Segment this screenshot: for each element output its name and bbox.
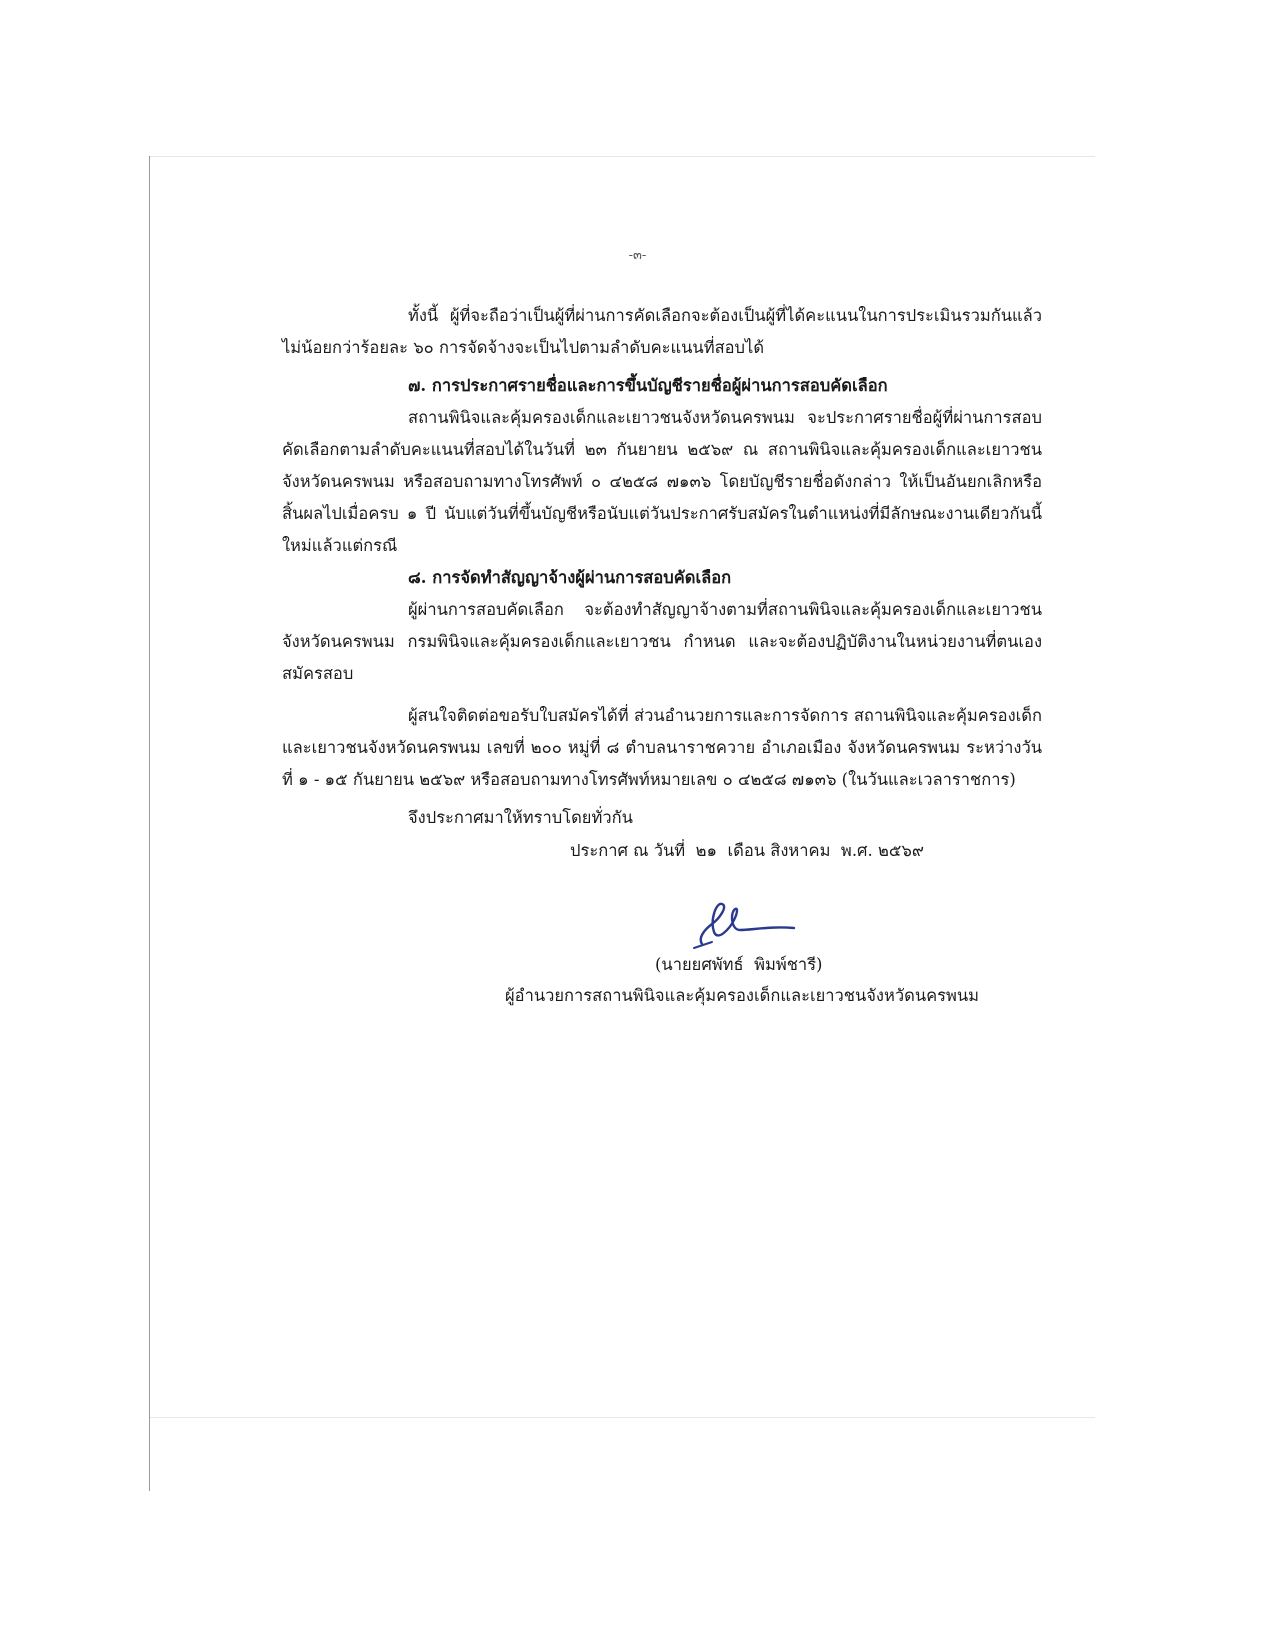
intro-paragraph: ทั้งนี้ ผู้ที่จะถือว่าเป็นผู้ที่ผ่านการคัดเลือกจะต้องเป็นผู้ที่ได้คะแนนในการประเมินรวมกันแล้ว ไม่น้อยกว่าร้อยละ ๖๐ การจัดจ้างจะเป็นไปตามลำดับคะแนนที่สอบได้ xyxy=(282,306,1042,357)
signature-image xyxy=(690,898,800,950)
signer-name: (นายยศพัทธ์ พิมพ์ชารี) xyxy=(655,955,823,974)
closing-line: จึงประกาศมาให้ทราบโดยทั่วกัน xyxy=(408,808,633,827)
section-7-heading: ๗. การประกาศรายชื่อและการขึ้นบัญชีรายชื่อผู้ผ่านการสอบคัดเลือก xyxy=(408,376,888,395)
contact-paragraph: ผู้สนใจติดต่อขอรับใบสมัครได้ที่ ส่วนอำนวยการและการจัดการ สถานพินิจและคุ้มครองเด็กและเยาวชนจังหวัดนครพนม เลขที่ ๒๐๐ หมู่ที่ ๘ ตำบลนาราชควาย อำเภอเมือง จังหวัดนครพนม ระหว่างวันที่ ๑ - ๑๕ กันยายน ๒๕๖๙ หรือสอบถามทางโทรศัพท์หมายเลข ๐ ๔๒๕๘ ๗๑๓๖ (ในวันและเวลาราชการ) xyxy=(282,706,1042,789)
scan-edge-left xyxy=(149,156,150,1491)
section-8-paragraph: ผู้ผ่านการสอบคัดเลือก จะต้องทำสัญญาจ้างตามที่สถานพินิจและคุ้มครองเด็กและเยาวชนจังหวัดนครพนม กรมพินิจและคุ้มครองเด็กและเยาวชน กำหนด และจะต้องปฏิบัติงานในหน่วยงานที่ตนเองสมัครสอบ xyxy=(282,600,1042,683)
scan-edge-top xyxy=(150,156,1095,157)
document-body xyxy=(282,300,1042,834)
page-number: -๓- xyxy=(628,248,647,263)
announcement-date: ประกาศ ณ วันที่ ๒๑ เดือน สิงหาคม พ.ศ. ๒๕๖๙ xyxy=(570,841,924,860)
section-8-heading: ๘. การจัดทำสัญญาจ้างผู้ผ่านการสอบคัดเลือก xyxy=(408,568,732,587)
signer-position: ผู้อำนวยการสถานพินิจและคุ้มครองเด็กและเยาวชนจังหวัดนครพนม xyxy=(505,986,980,1005)
scan-edge-bottom xyxy=(150,1417,1095,1418)
section-7-paragraph: สถานพินิจและคุ้มครองเด็กและเยาวชนจังหวัดนครพนม จะประกาศรายชื่อผู้ที่ผ่านการสอบคัดเลือกตามลำดับคะแนนที่สอบได้ในวันที่ ๒๓ กันยายน ๒๕๖๙ ณ สถานพินิจและคุ้มครองเด็กและเยาวชนจังหวัดนครพนม หรือสอบถามทางโทรศัพท์ ๐ ๔๒๕๘ ๗๑๓๖ โดยบัญชีรายชื่อดังกล่าว ให้เป็นอันยกเลิกหรือสิ้นผลไปเมื่อครบ ๑ ปี นับแต่วันที่ขึ้นบัญชีหรือนับแต่วันประกาศรับสมัครในตำแหน่งที่มีลักษณะงานเดียวกันนี้ใหม่แล้วแต่กรณี xyxy=(282,408,1042,555)
